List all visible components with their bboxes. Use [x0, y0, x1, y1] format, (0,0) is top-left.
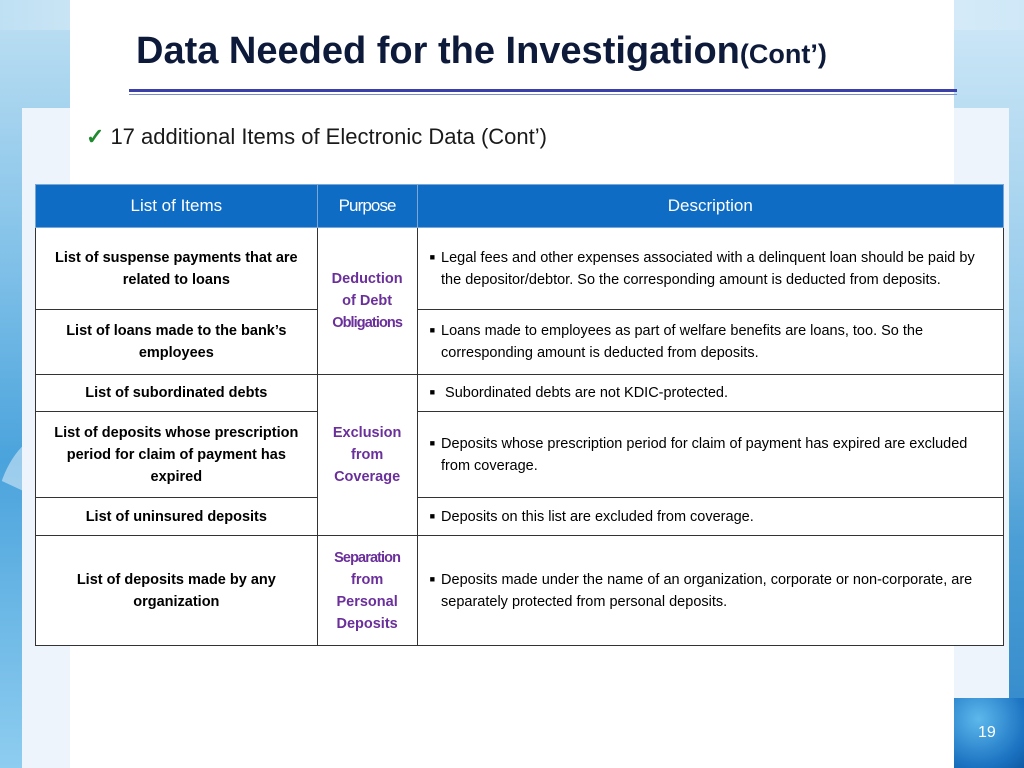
- description-text: Deposits whose prescription period for claim of payment has expired are excluded from coverage.: [441, 435, 968, 474]
- purpose-line: Deduction: [331, 271, 403, 287]
- square-bullet-icon: ■: [429, 387, 436, 397]
- item-cell: List of deposits whose prescription period for claim of payment has expired: [36, 412, 318, 498]
- page-number: 19: [978, 724, 996, 741]
- bullet-point: [86, 124, 547, 150]
- item-cell: List of uninsured deposits: [36, 498, 318, 536]
- description-cell: [417, 412, 1003, 498]
- description-cell: [417, 310, 1003, 375]
- square-bullet-icon: ■: [429, 510, 436, 521]
- purpose-cell-exclusion: [317, 375, 417, 536]
- header-purpose: Purpose: [317, 185, 417, 228]
- description-cell: [417, 375, 1003, 412]
- purpose-line: Obligations: [332, 315, 403, 331]
- description-cell: [417, 536, 1003, 646]
- purpose-line: Exclusion: [332, 425, 402, 441]
- table-row: [36, 228, 1004, 310]
- checkmark-icon: ✓: [86, 124, 105, 149]
- table-row: [36, 412, 1004, 498]
- description-cell: [417, 228, 1003, 310]
- purpose-cell-separation: [317, 536, 417, 646]
- item-cell: List of subordinated debts: [36, 375, 318, 412]
- description-text: Legal fees and other expenses associated with a delinquent loan should be paid by the depositor/debtor. So the corresponding amount is deducted from deposits.: [441, 249, 975, 288]
- description-cell: [417, 498, 1003, 536]
- purpose-line: Separation: [334, 549, 401, 566]
- slide-title-suffix: (Cont’): [739, 39, 827, 69]
- bullet-text: 17 additional Items of Electronic Data (Cont’): [110, 124, 547, 149]
- table-row: [36, 536, 1004, 646]
- table-row: [36, 498, 1004, 536]
- square-bullet-icon: ■: [429, 573, 436, 584]
- square-bullet-icon: ■: [429, 437, 436, 448]
- square-bullet-icon: ■: [429, 251, 436, 262]
- table-row: [36, 375, 1004, 412]
- table-row: [36, 310, 1004, 375]
- slide-title: [136, 30, 827, 73]
- item-cell: List of loans made to the bank’s employees: [36, 310, 318, 375]
- purpose-line: Coverage: [334, 469, 401, 485]
- purpose-cell-deduction: [317, 228, 417, 375]
- description-text: Loans made to employees as part of welfare benefits are loans, too. So the corresponding amount is deducted from deposits.: [441, 323, 924, 361]
- description-text: Deposits on this list are excluded from coverage.: [441, 508, 754, 525]
- purpose-line: from: [351, 447, 384, 463]
- table-header-row: [36, 185, 1004, 228]
- purpose-line: Personal: [336, 593, 398, 610]
- item-cell: List of suspense payments that are related to loans: [36, 228, 318, 310]
- item-cell: List of deposits made by any organization: [36, 536, 318, 646]
- square-bullet-icon: ■: [429, 325, 436, 335]
- description-text: Deposits made under the name of an organization, corporate or non-corporate, are separately protected from personal deposits.: [441, 571, 973, 610]
- slide-title-main: Data Needed for the Investigation: [136, 30, 740, 72]
- items-table: [35, 184, 1004, 646]
- purpose-line: of Debt: [342, 293, 393, 309]
- header-description: Description: [417, 185, 1003, 228]
- header-list-of-items: List of Items: [36, 185, 318, 228]
- title-underline-thin: [129, 94, 957, 95]
- description-text: Subordinated debts are not KDIC-protected.: [441, 385, 728, 401]
- purpose-line: Deposits: [336, 615, 398, 632]
- title-underline-thick: [129, 89, 957, 92]
- purpose-line: from: [351, 571, 384, 588]
